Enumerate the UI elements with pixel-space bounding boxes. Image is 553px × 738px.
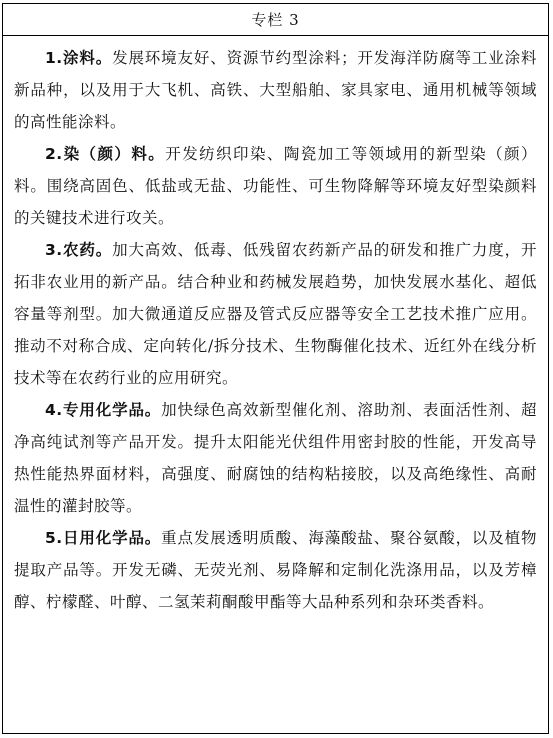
section-title: 1.涂料。 xyxy=(45,49,113,67)
section-text: 加大高效、低毒、低残留农药新产品的研发和推广力度，开拓非农业用的新产品。结合种业和药械发展趋势，加快发展水基化、超低容量等剂型。加大微通道反应器及管式反应器等安全工艺技术推广应用。推动不对称合成、定向转化/拆分技术、生物酶催化技术、近红外在线分析技术等在农药行业的应用研究。 xyxy=(14,241,537,387)
column-body xyxy=(3,36,548,618)
section-dyes xyxy=(14,138,537,234)
section-pesticides xyxy=(14,234,537,394)
section-title: 5.日用化学品。 xyxy=(45,529,162,547)
column-box xyxy=(2,3,549,734)
section-title: 3.农药。 xyxy=(45,241,113,259)
section-daily-chemicals xyxy=(14,522,537,618)
section-text: 开发纺织印染、陶瓷加工等领域用的新型染（颜）料。围绕高固色、低盐或无盐、功能性、可生物降解等环境友好型染颜料的关键技术进行攻关。 xyxy=(14,145,537,227)
section-coatings xyxy=(14,42,537,138)
section-specialty-chemicals xyxy=(14,394,537,522)
section-text: 重点发展透明质酸、海藻酸盐、聚谷氨酸，以及植物提取产品等。开发无磷、无荧光剂、易降解和定制化洗涤用品，以及芳樟醇、柠檬醛、叶醇、二氢茉莉酮酸甲酯等大品种系列和杂环类香料。 xyxy=(14,529,537,611)
section-title: 4.专用化学品。 xyxy=(45,401,162,419)
section-text: 加快绿色高效新型催化剂、溶助剂、表面活性剂、超净高纯试剂等产品开发。提升太阳能光伏组件用密封胶的性能，开发高导热性能热界面材料，高强度、耐腐蚀的结构粘接胶，以及高绝缘性、高耐温性的灌封胶等。 xyxy=(14,401,537,515)
section-title: 2.染（颜）料。 xyxy=(45,145,166,163)
section-text: 发展环境友好、资源节约型涂料；开发海洋防腐等工业涂料新品种，以及用于大飞机、高铁、大型船舶、家具家电、通用机械等领域的高性能涂料。 xyxy=(14,49,537,131)
column-title: 专栏 3 xyxy=(3,4,548,36)
